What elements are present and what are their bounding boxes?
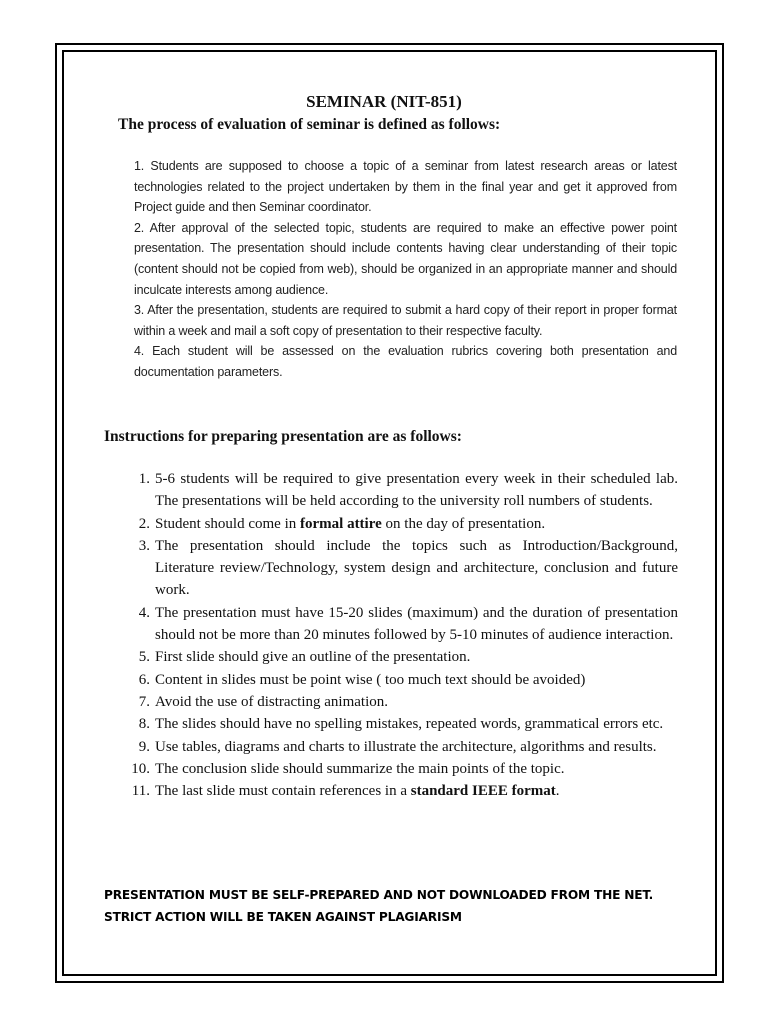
instruction-text: The slides should have no spelling mistakes, repeated words, grammatical errors etc. [155,716,664,733]
instruction-item [104,713,678,735]
process-item: 2. After approval of the selected topic, students are required to make an effective power point presentation. The presentation should include contents having clear understanding of their topic (content should not be copied from web), should be organized in an appropriate manner and should inculcate interests among audience. [134,220,677,297]
instruction-item [104,646,678,668]
instruction-item [104,736,678,758]
instructions-heading: Instructions for preparing presentation are as follows: [104,428,462,445]
instruction-number: 3. [138,537,150,554]
instruction-number: 6. [138,671,150,688]
instruction-text: 5-6 students will be required to give presentation every week in their scheduled lab. The presentations will be held according to the university roll numbers of students. [155,471,678,510]
instruction-number: 4. [138,604,150,621]
instruction-text: Use tables, diagrams and charts to illustrate the architecture, algorithms and results. [155,738,657,755]
instruction-number: 2. [138,515,150,532]
instruction-item [104,758,678,780]
instruction-number: 9. [138,738,150,755]
ieee-format-emphasis: standard IEEE format [410,783,556,800]
instruction-item [104,602,678,647]
instruction-text: The presentation should include the topics such as Introduction/Background, Literature review/Technology, system design and architecture, conclusion and future work. [155,537,678,599]
instruction-item [104,669,678,691]
instruction-item [104,535,678,602]
instruction-number: 8. [138,716,150,733]
evaluation-process-list [134,156,677,383]
process-item: 3. After the presentation, students are required to submit a hard copy of their report in proper format within a week and mail a soft copy of presentation to their respective faculty. [134,303,677,338]
instruction-number: 11. [131,783,150,800]
instruction-item [104,468,678,513]
instruction-number: 1. [138,471,150,487]
instruction-number: 10. [131,760,150,777]
instruction-item [104,513,678,535]
instruction-text: The presentation must have 15-20 slides (maximum) and the duration of presentation should not be more than 20 minutes followed by 5-10 minutes of audience interaction. [155,604,678,644]
instructions-list [104,468,678,802]
instruction-text: The last slide must contain references in a standard IEEE format. [155,783,560,800]
instruction-text: Student should come in formal attire on the day of presentation. [155,515,546,532]
instruction-item [104,780,678,802]
instruction-number: 7. [138,693,150,710]
instruction-number: 5. [138,649,150,666]
instruction-item [104,691,678,713]
process-item: 1. Students are supposed to choose a topic of a seminar from latest research areas or latest technologies related to the project undertaken by them in the final year and get it approved from Project guide and then Seminar coordinator. [134,159,677,215]
process-item: 4. Each student will be assessed on the evaluation rubrics covering both presentation and documentation parameters. [134,344,677,379]
document-title: SEMINAR (NIT-851) [306,92,462,111]
evaluation-subtitle: The process of evaluation of seminar is defined as follows: [118,116,501,133]
instruction-text: The conclusion slide should summarize the main points of the topic. [155,760,565,777]
instruction-text: First slide should give an outline of the presentation. [155,649,471,666]
plagiarism-warning: PRESENTATION MUST BE SELF-PREPARED AND NOT DOWNLOADED FROM THE NET. STRICT ACTION WILL BE TAKEN AGAINST PLAGIARISM [104,888,654,924]
formal-attire-emphasis: formal attire [300,515,382,532]
instruction-text: Content in slides must be point wise ( too much text should be avoided) [155,671,586,688]
instruction-text: Avoid the use of distracting animation. [155,693,389,710]
